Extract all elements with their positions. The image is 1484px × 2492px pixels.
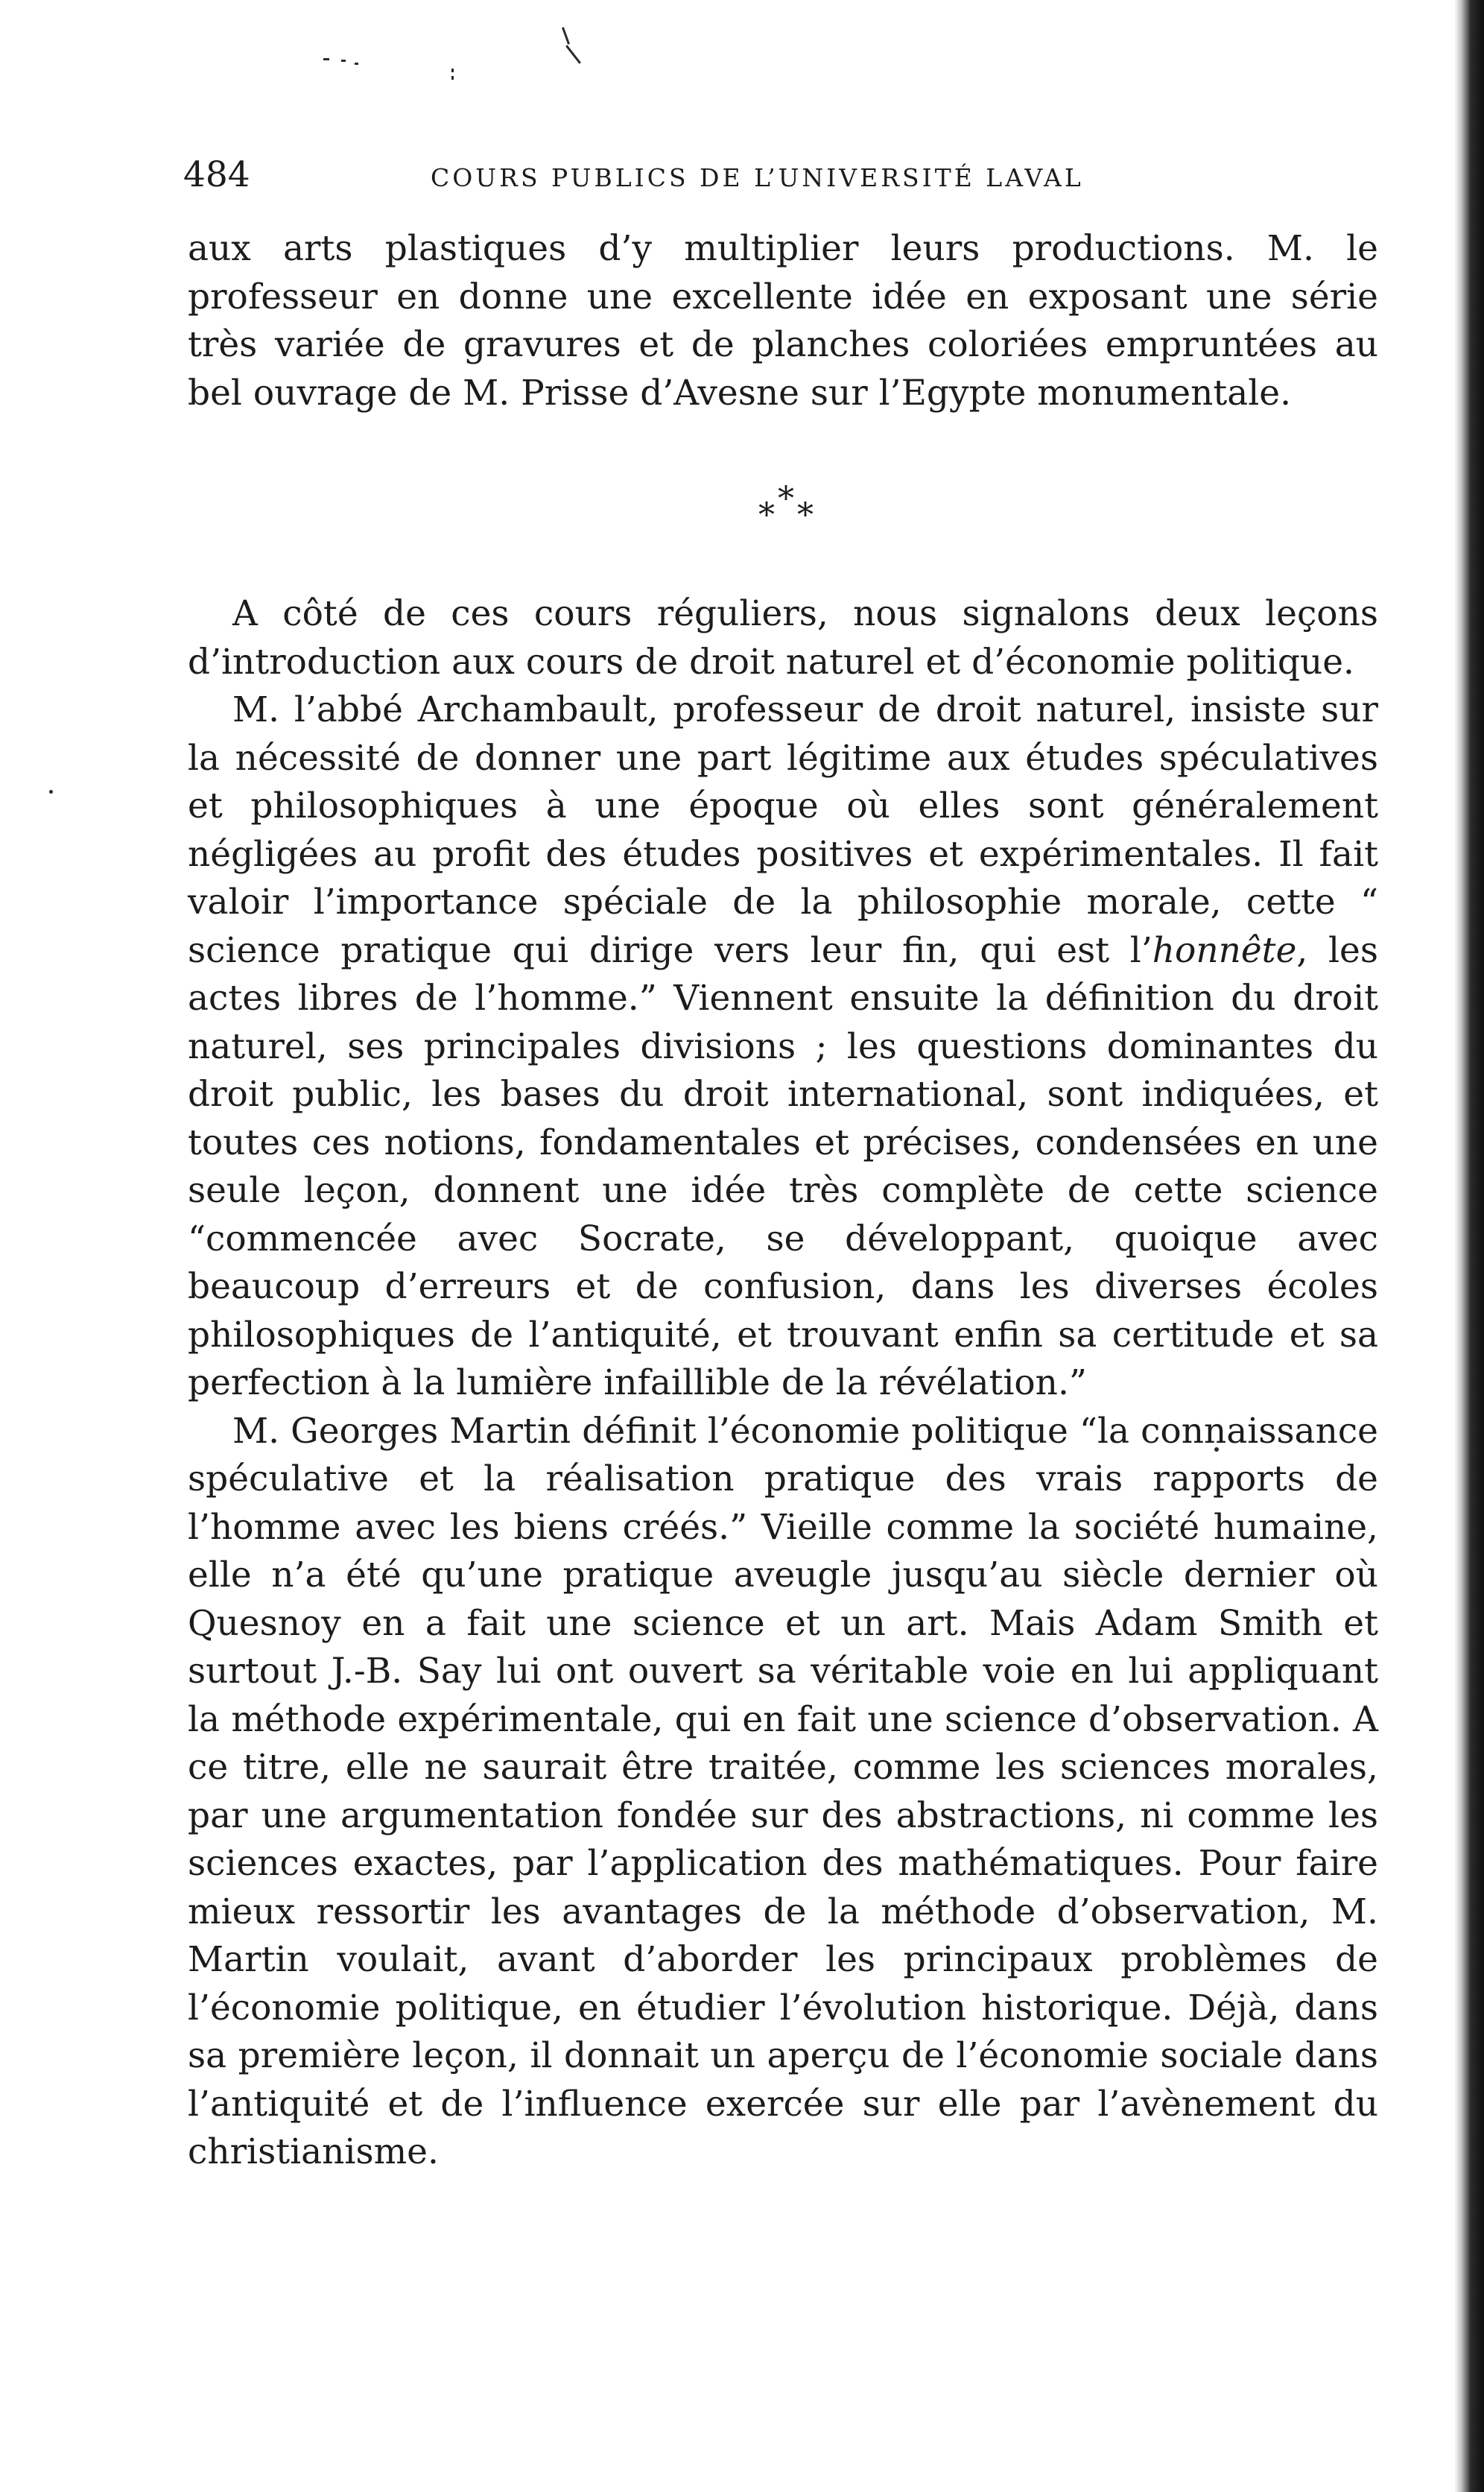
asterism-separator	[758, 480, 818, 550]
scan-speck	[565, 45, 581, 63]
paragraph-intro-lessons: A côté de ces cours réguliers, nous signalons deux leçons d’introduction aux cours de droit naturel et d’économie politique.	[188, 593, 1378, 683]
running-title: COURS PUBLICS DE L’UNIVERSITÉ LAVAL	[431, 163, 1084, 192]
scan-speck	[562, 27, 570, 45]
paragraph-archambault	[188, 686, 1378, 1408]
asterism-star: *	[797, 496, 814, 534]
paragraph-martin: M. Georges Martin définit l’économie politique “la connaissance spéculative et la réalisation pratique des vrais rapports de l’homme avec les biens créés.” Vieille comme la société humaine, elle n’a été qu’une pratique aveugle jusqu’au siècle dernier où Quesnoy en a fait une science et un art. Mais Adam Smith et surtout J.-B. Say lui ont ouvert sa véritable voie en lui appliquant la méthode expérimentale, qui en fait une science d’observation. A ce titre, elle ne saurait être traitée, comme les sciences morales, par une argumentation fondée sur des abstractions, ni comme les sciences exactes, par l’application des mathématiques. Pour faire mieux ressortir les avantages de la méthode d’observation, M. Martin voulait, avant d’aborder les principaux problèmes de l’économie politique, en étudier l’évolution historique. Déjà, dans sa première leçon, il donnait un aperçu de l’économie sociale dans l’antiquité et de l’influence exercée sur elle par l’avènement du christianisme.	[188, 1410, 1378, 2172]
paragraph-continuation: aux arts plastiques d’y multiplier leurs productions. M. le professeur en donne une excellente idée en exposant une série très variée de gravures et de planches coloriées empruntées au bel ouvrage de M. Prisse d’Avesne sur l’Egypte monumentale.	[188, 228, 1378, 414]
scan-speck	[323, 58, 329, 60]
paragraph-text: M. l’abbé Archambault, professeur de droit naturel, insiste sur la nécessité de donner une part légitime aux études spéculatives et philosophiques à une époque où elles sont généralement négligées au profit des études positives et expérimentales. Il fait valoir l’importance spéciale de la philosophie morale, cette “ science pratique qui dirige vers leur fin, qui est l’	[188, 689, 1378, 971]
text-block-main	[188, 590, 1378, 2177]
running-header	[183, 149, 1152, 201]
scan-speck	[341, 60, 346, 62]
scan-speck	[451, 76, 454, 80]
asterism-star: *	[758, 496, 775, 534]
scan-speck	[355, 63, 358, 65]
scan-speck	[49, 790, 53, 794]
page-edge-shadow	[1454, 0, 1484, 2492]
scan-speck	[451, 69, 454, 72]
asterism-star: *	[778, 480, 794, 518]
italic-term: honnête	[1152, 929, 1297, 971]
page-number: 484	[183, 154, 250, 195]
paragraph-text: , les actes libres de l’homme.” Viennent ensuite la définition du droit naturel, ses principales divisions ; les questions dominantes du droit public, les bases du droit international, sont indiquées, et toutes ces notions, fondamentales et précises, condensées en une seule leçon, donnent une idée très complète de cette science “commencée avec Socrate, se développant, quoique avec beaucoup d’erreurs et de confusion, dans les diverses écoles philosophiques de l’antiquité, et trouvant enfin sa certitude et sa perfection à la lumière infaillible de la révélation.”	[188, 929, 1378, 1403]
text-block-top	[188, 225, 1378, 417]
